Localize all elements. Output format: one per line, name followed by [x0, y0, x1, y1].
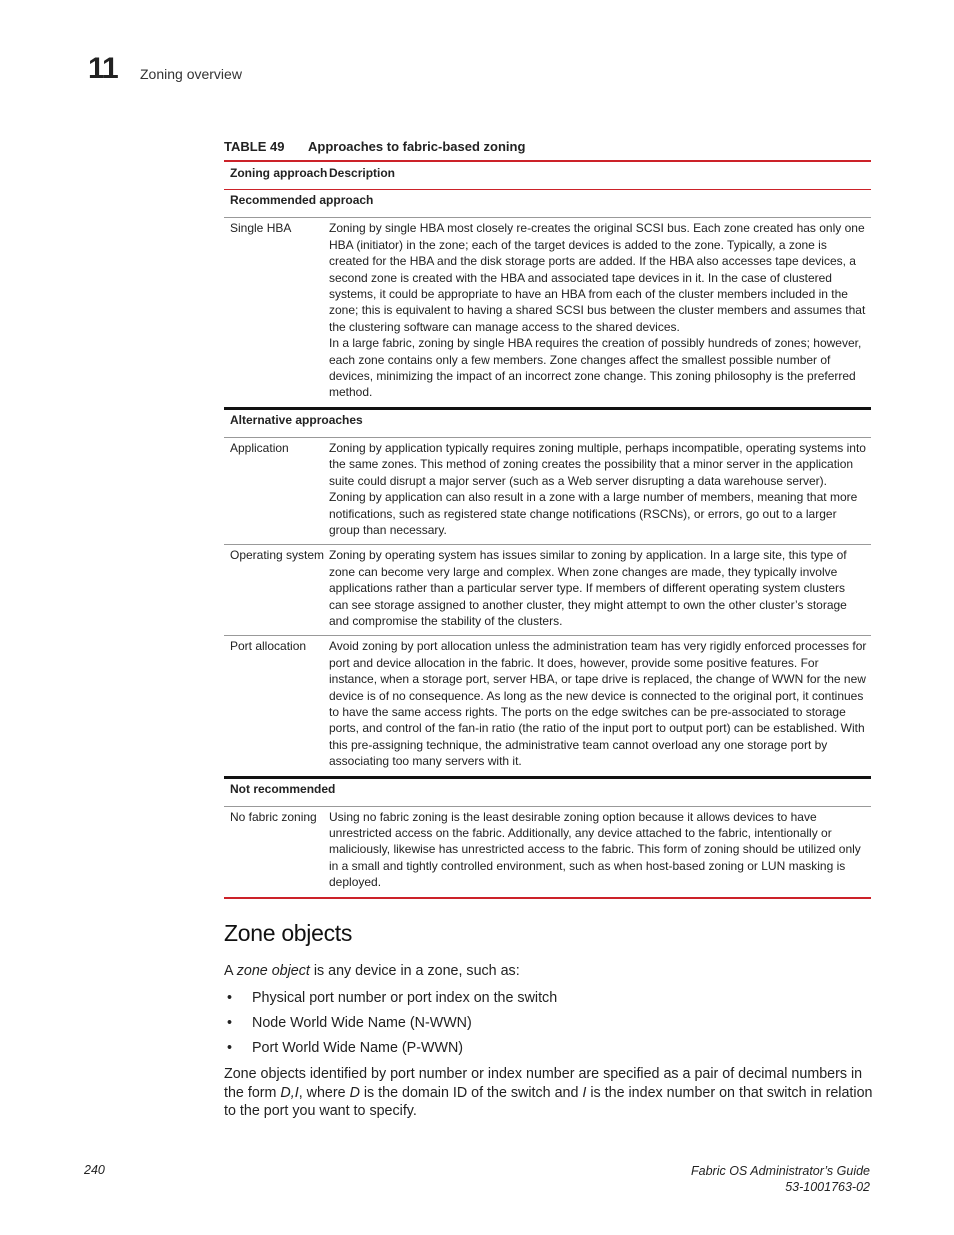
row-approach: Port allocation [230, 639, 307, 654]
list-item [224, 990, 557, 1006]
intro-suffix: is any device in a zone, such as: [309, 963, 520, 979]
chapter-number: 11 [88, 52, 118, 85]
col-header-approach: Zoning approach [230, 166, 328, 180]
section-title-not-recommended: Not recommended [230, 781, 336, 796]
row-description: Avoid zoning by port allocation unless the administration team has very rigidly enforced processes for port and device allocation in the fabric. It does, however, provide some positive features. For instance, when a storage port, server HBA, or tape drive is replaced, the change of WWN for the new device is of no consequence. As long as the new device is connected to the original port, it continues to have the same access rights. The ports on the edge switches can be pre-associated to storage ports, and control of the fan-in ratio (the ratio of the input port to output port) can be established. With this pre-assigning technique, the administrative team cannot overload any one storage port by associating too many servers with it. [329, 639, 867, 769]
list-item-text: Port World Wide Name (P-WWN) [252, 1040, 464, 1056]
table-caption-title: Approaches to fabric-based zoning [308, 139, 526, 154]
list-item [224, 1015, 472, 1031]
table-row [224, 218, 871, 406]
row-description: Using no fabric zoning is the least desirable zoning option because it allows devices to have unrestricted access on the fabric. Additionally, any device attached to the fabric, intentionally or maliciously, likewise has unrestricted access to the fabric. This form of zoning should be utilized only in a small and tightly controlled environment, such as when host-based zoning or LUN masking is deployed. [329, 809, 861, 890]
intro-paragraph [224, 962, 874, 981]
row-description-para: In a large fabric, zoning by single HBA requires the creation of possibly hundreds of zones; however, each zone contains only a few members. Zone changes affect the smallest possible number of devices, minimizing the impact of an incorrect zone change. This zoning philosophy is the preferred method. [329, 336, 862, 400]
row-approach: Single HBA [230, 221, 292, 236]
row-description-para: Zoning by single HBA most closely re-creates the original SCSI bus. Each zone created has only one HBA (initiator) in the zone; each of the target devices is added to the zone. Typically, a zone is created for the HBA and the disk storage ports are added. If the HBA also accesses tape devices, a second zone is created with the HBA and associated tape devices in it. In the case of clustered systems, it could be appropriate to have an HBA from each of the cluster members included in the zone; this is equivalent to having a shared SCSI bus between the cluster members and assumes that the clustering software can manage access to the shared devices. [329, 221, 866, 334]
table-row [224, 636, 871, 775]
row-description [329, 220, 871, 400]
zoning-approaches-table [224, 160, 871, 899]
section-title-alternative: Alternative approaches [230, 412, 363, 427]
table-row [224, 545, 871, 635]
doc-number: 53-1001763-02 [785, 1180, 870, 1194]
page-number: 240 [84, 1163, 105, 1177]
table-header-row [224, 162, 871, 189]
table-caption-number: TABLE 49 [224, 139, 285, 154]
bullet-icon: • [227, 990, 233, 1006]
section-title-recommended: Recommended approach [230, 193, 374, 208]
footer-doc-info [691, 1163, 870, 1195]
body-paragraph [224, 1065, 874, 1121]
chapter-title: Zoning overview [140, 66, 242, 82]
row-approach: Operating system [230, 548, 325, 563]
para-text: is the index number on that switch in relation to the port you want to specify. [224, 1084, 873, 1119]
para-text: , where [298, 1084, 350, 1101]
row-approach: Application [230, 440, 289, 455]
row-description: Zoning by application typically requires zoning multiple, perhaps incompatible, operating systems into the same zones. This method of zoning creates the possibility that a minor server in the application suite could disrupt a major server (such as a Web server disrupting a data warehouse server). Zoning by application can also result in a zone with a large number of members, meaning that more notifications, such as registered state change notifications (RSCNs), or errors, go out to a larger group than necessary. [329, 440, 866, 537]
row-approach: No fabric zoning [230, 809, 317, 824]
para-text: is the domain ID of the switch and [359, 1084, 583, 1101]
para-d: D [349, 1084, 360, 1101]
list-item [224, 1040, 463, 1056]
table-caption [224, 139, 525, 154]
list-item-text: Physical port number or port index on the switch [252, 990, 558, 1006]
guide-title: Fabric OS Administrator’s Guide [691, 1164, 870, 1178]
para-text: Zone objects identified by port number or index number are specified as a pair of decimal numbers in the form [224, 1066, 863, 1101]
para-form: D,I [280, 1084, 299, 1101]
row-description: Zoning by operating system has issues similar to zoning by application. In a large site, this type of zone can become very large and complex. When zone changes are made, they typically involve applications rather than a particular server type. If members of different operating system clusters can see storage assigned to another cluster, they might attempt to own the other cluster’s storage and compromise the stability of the clusters. [329, 548, 847, 628]
list-item-text: Node World Wide Name (N-WWN) [252, 1015, 472, 1031]
intro-term: zone object [236, 963, 310, 979]
para-i: I [582, 1084, 587, 1101]
section-heading: Zone objects [224, 920, 353, 946]
bullet-icon: • [227, 1040, 233, 1056]
table-row [224, 438, 871, 544]
bullet-icon: • [227, 1015, 233, 1031]
table-row [224, 807, 871, 897]
intro-prefix: A [224, 963, 237, 979]
col-header-description: Description [329, 166, 396, 180]
